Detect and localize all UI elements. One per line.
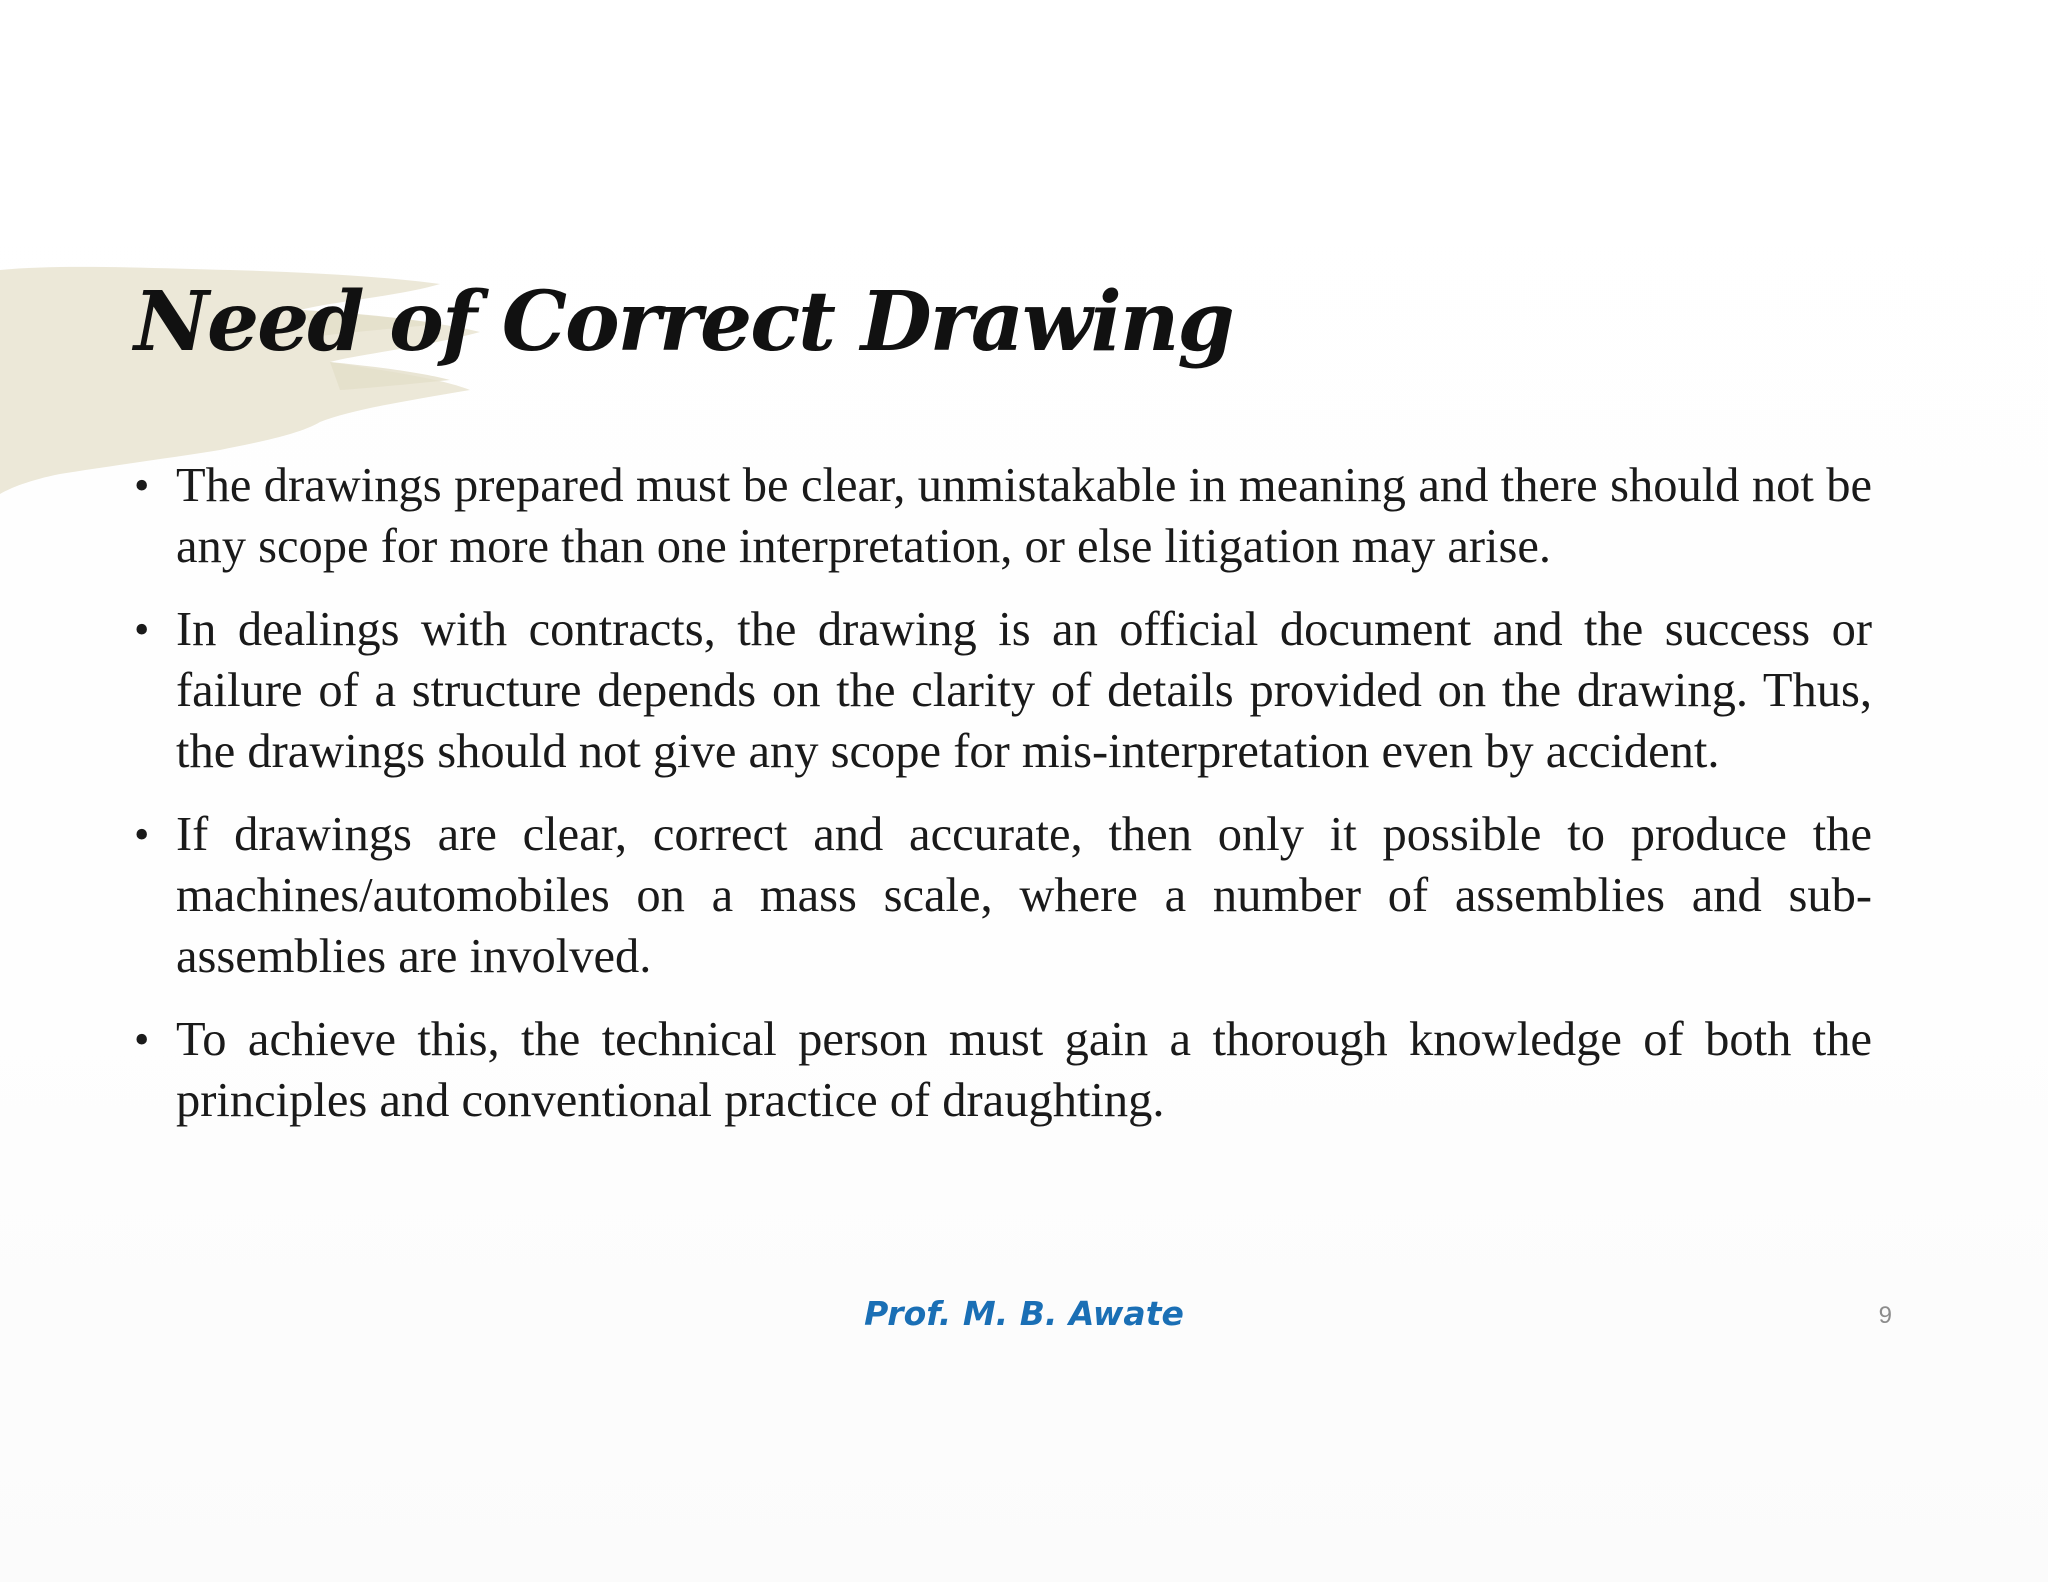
bullet-text: In dealings with contracts, the drawing is an official document and the success or failure of a structure depends on the clarity of details provided on the drawing. Thus, the drawings should not give any scope for mis-interpretation even by accident. <box>176 603 1872 778</box>
bullet-icon: • <box>134 461 150 510</box>
bullet-list <box>134 455 1872 1153</box>
bullet-item <box>134 455 1872 577</box>
bullet-item <box>134 1009 1872 1131</box>
bullet-item <box>134 599 1872 782</box>
bullet-icon: • <box>134 605 150 654</box>
bullet-icon: • <box>134 810 150 859</box>
bullet-text: To achieve this, the technical person must gain a thorough knowledge of both the principles and conventional practice of draughting. <box>176 1013 1872 1127</box>
slide-number: 9 <box>1878 1302 1892 1329</box>
slide-title: Need of Correct Drawing <box>134 274 1233 370</box>
bullet-text: If drawings are clear, correct and accurate, then only it possible to produce the machines/automobiles on a mass scale, where a number of assemblies and sub-assemblies are involved. <box>176 808 1872 983</box>
footer-author: Prof. M. B. Awate <box>864 1294 1184 1333</box>
bullet-item <box>134 804 1872 987</box>
bullet-text: The drawings prepared must be clear, unmistakable in meaning and there should not be any scope for more than one interpretation, or else litigation may arise. <box>176 459 1872 573</box>
bullet-icon: • <box>134 1015 150 1064</box>
